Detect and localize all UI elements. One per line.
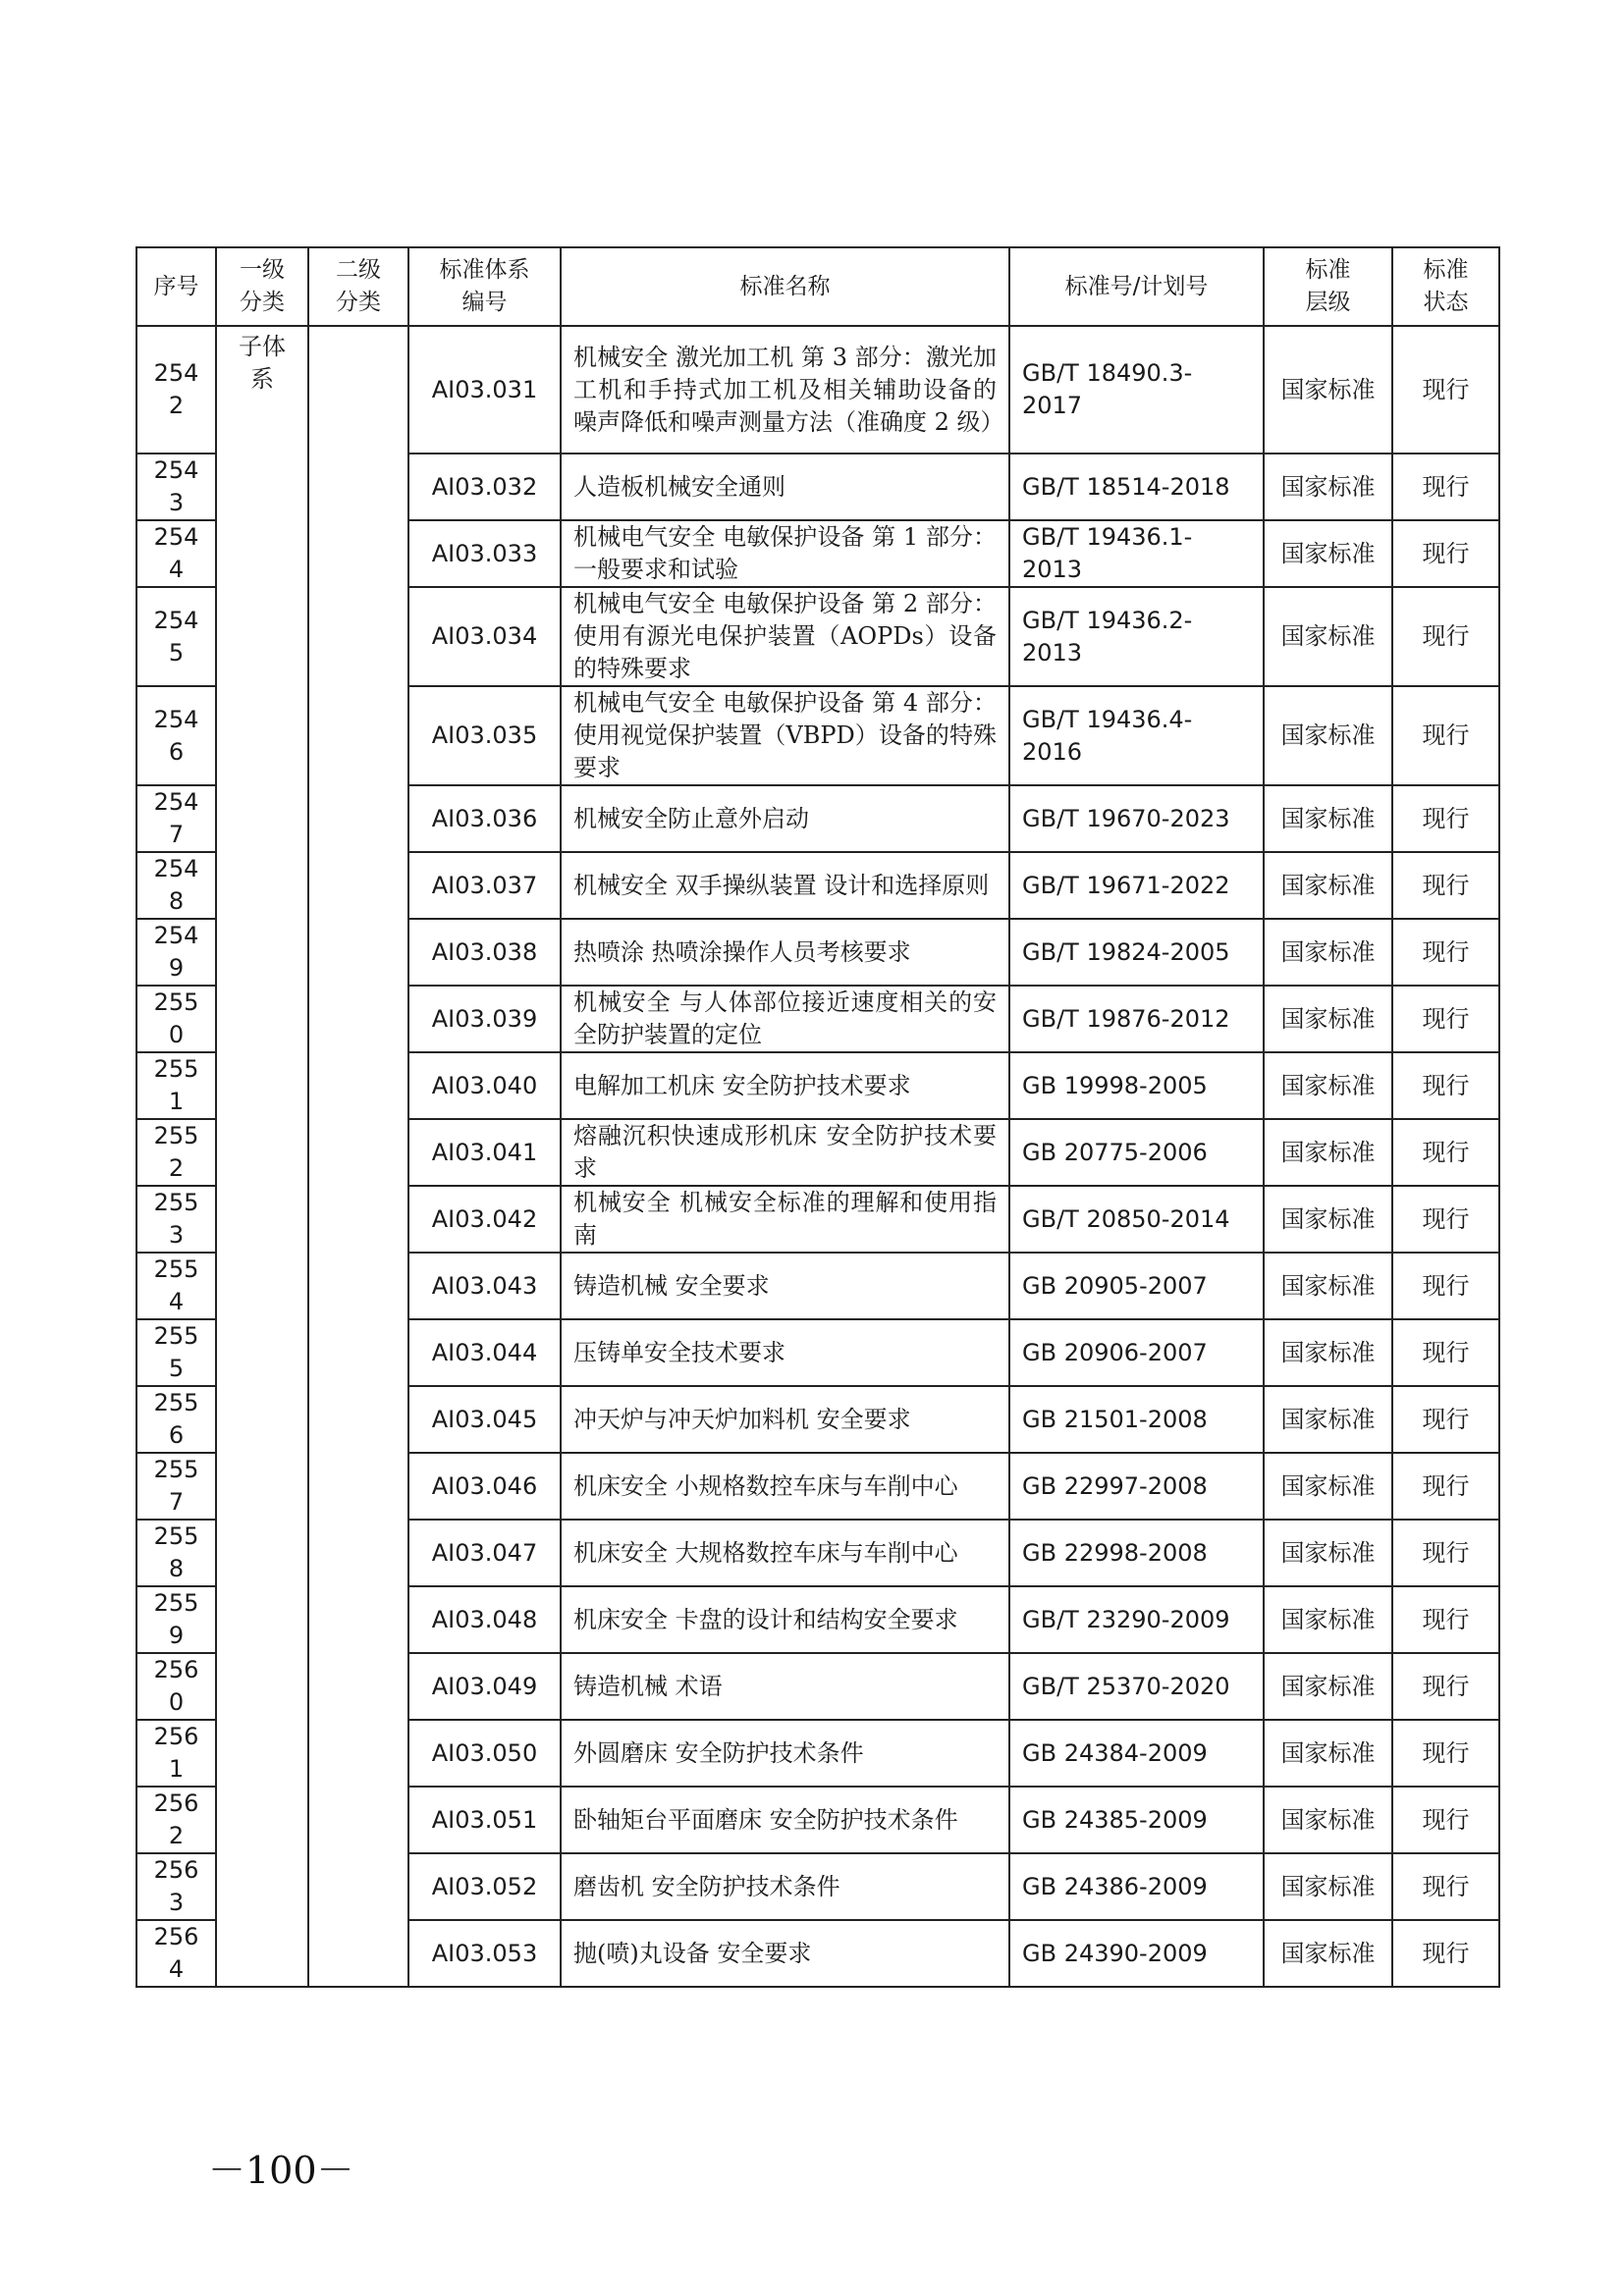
cell-code: AI03.038 [408, 919, 561, 986]
cell-code: AI03.052 [408, 1853, 561, 1920]
cell-seq: 256 0 [136, 1653, 216, 1720]
header-seq: 序号 [136, 247, 216, 326]
cell-name: 铸造机械 术语 [561, 1653, 1009, 1720]
cell-level: 国家标准 [1264, 1920, 1392, 1987]
cell-name: 冲天炉与冲天炉加料机 安全要求 [561, 1386, 1009, 1453]
cell-status: 现行 [1392, 919, 1499, 986]
cell-code: AI03.050 [408, 1720, 561, 1787]
cell-seq: 254 5 [136, 587, 216, 686]
cell-status: 现行 [1392, 326, 1499, 454]
cell-std: GB 24384-2009 [1009, 1720, 1264, 1787]
page-number: －100－ [208, 2149, 354, 2192]
cell-name: 卧轴矩台平面磨床 安全防护技术条件 [561, 1787, 1009, 1853]
cell-name: 压铸单安全技术要求 [561, 1319, 1009, 1386]
cat1-text: 系 [250, 365, 274, 393]
cell-status: 现行 [1392, 1720, 1499, 1787]
cell-std: GB/T 19876-2012 [1009, 986, 1264, 1052]
cell-std: GB 19998-2005 [1009, 1052, 1264, 1119]
cell-name: 电解加工机床 安全防护技术要求 [561, 1052, 1009, 1119]
cell-seq: 254 2 [136, 326, 216, 454]
cell-code: AI03.046 [408, 1453, 561, 1520]
cell-code: AI03.044 [408, 1319, 561, 1386]
cell-level: 国家标准 [1264, 785, 1392, 852]
cell-status: 现行 [1392, 1787, 1499, 1853]
cell-level: 国家标准 [1264, 1052, 1392, 1119]
cell-seq: 255 3 [136, 1186, 216, 1253]
cell-code: AI03.034 [408, 587, 561, 686]
cell-code: AI03.047 [408, 1520, 561, 1586]
cell-std: GB 20905-2007 [1009, 1253, 1264, 1319]
cell-std: GB/T 18490.3-2017 [1009, 326, 1264, 454]
cell-status: 现行 [1392, 1586, 1499, 1653]
cell-std: GB/T 19436.2-2013 [1009, 587, 1264, 686]
cell-status: 现行 [1392, 785, 1499, 852]
standards-table [135, 246, 1500, 1988]
cell-seq: 254 8 [136, 852, 216, 919]
cell-level: 国家标准 [1264, 1453, 1392, 1520]
standards-table-container [135, 246, 1498, 1988]
cell-status: 现行 [1392, 1186, 1499, 1253]
cell-name: 磨齿机 安全防护技术条件 [561, 1853, 1009, 1920]
cell-std: GB/T 19671-2022 [1009, 852, 1264, 919]
cell-std: GB 21501-2008 [1009, 1386, 1264, 1453]
cell-level: 国家标准 [1264, 686, 1392, 785]
cell-std: GB 22997-2008 [1009, 1453, 1264, 1520]
cell-level: 国家标准 [1264, 1520, 1392, 1586]
table-body [136, 326, 1499, 1987]
cell-seq: 255 1 [136, 1052, 216, 1119]
cell-level: 国家标准 [1264, 1853, 1392, 1920]
cell-seq: 255 5 [136, 1319, 216, 1386]
cell-std: GB/T 23290-2009 [1009, 1586, 1264, 1653]
cell-seq: 256 4 [136, 1920, 216, 1987]
cell-seq: 254 9 [136, 919, 216, 986]
header-row [136, 247, 1499, 326]
cell-std: GB/T 19824-2005 [1009, 919, 1264, 986]
cell-status: 现行 [1392, 852, 1499, 919]
cell-seq: 255 9 [136, 1586, 216, 1653]
cell-code: AI03.051 [408, 1787, 561, 1853]
header-status: 标准 状态 [1392, 247, 1499, 326]
cell-status: 现行 [1392, 587, 1499, 686]
header-level: 标准 层级 [1264, 247, 1392, 326]
cell-status: 现行 [1392, 520, 1499, 587]
cell-name: 机械安全 机械安全标准的理解和使用指南 [561, 1186, 1009, 1253]
header-code: 标准体系 编号 [408, 247, 561, 326]
cell-name: 机械安全 激光加工机 第 3 部分：激光加工机和手持式加工机及相关辅助设备的噪声降低和噪声测量方法（准确度 2 级） [561, 326, 1009, 454]
cell-seq: 256 3 [136, 1853, 216, 1920]
cell-seq: 255 0 [136, 986, 216, 1052]
cell-std: GB/T 25370-2020 [1009, 1653, 1264, 1720]
cat1-text: 子体 [239, 333, 286, 360]
cell-code: AI03.049 [408, 1653, 561, 1720]
cell-code: AI03.039 [408, 986, 561, 1052]
cell-name: 机床安全 小规格数控车床与车削中心 [561, 1453, 1009, 1520]
cell-name: 机械安全 与人体部位接近速度相关的安全防护装置的定位 [561, 986, 1009, 1052]
cell-name: 机床安全 大规格数控车床与车削中心 [561, 1520, 1009, 1586]
cell-name: 机械安全防止意外启动 [561, 785, 1009, 852]
cell-status: 现行 [1392, 1853, 1499, 1920]
cell-code: AI03.037 [408, 852, 561, 919]
header-std: 标准号/计划号 [1009, 247, 1264, 326]
cell-std: GB/T 19436.1-2013 [1009, 520, 1264, 587]
cell-seq: 255 2 [136, 1119, 216, 1186]
cell-status: 现行 [1392, 686, 1499, 785]
cell-name: 机械电气安全 电敏保护设备 第 4 部分：使用视觉保护装置（VBPD）设备的特殊要求 [561, 686, 1009, 785]
header-name: 标准名称 [561, 247, 1009, 326]
cell-level: 国家标准 [1264, 852, 1392, 919]
cell-seq: 255 7 [136, 1453, 216, 1520]
cell-std: GB 24390-2009 [1009, 1920, 1264, 1987]
cell-status: 现行 [1392, 1319, 1499, 1386]
cell-std: GB/T 18514-2018 [1009, 454, 1264, 520]
cell-code: AI03.045 [408, 1386, 561, 1453]
cell-seq: 254 6 [136, 686, 216, 785]
cell-seq: 255 4 [136, 1253, 216, 1319]
cell-level: 国家标准 [1264, 587, 1392, 686]
cell-status: 现行 [1392, 1520, 1499, 1586]
cell-level: 国家标准 [1264, 520, 1392, 587]
cell-level: 国家标准 [1264, 986, 1392, 1052]
cell-level: 国家标准 [1264, 1720, 1392, 1787]
cell-status: 现行 [1392, 454, 1499, 520]
cell-name: 机械电气安全 电敏保护设备 第 1 部分：一般要求和试验 [561, 520, 1009, 587]
cell-name: 抛(喷)丸设备 安全要求 [561, 1920, 1009, 1987]
cell-code: AI03.048 [408, 1586, 561, 1653]
cell-code: AI03.033 [408, 520, 561, 587]
cell-seq: 255 6 [136, 1386, 216, 1453]
cell-name: 机械安全 双手操纵装置 设计和选择原则 [561, 852, 1009, 919]
cell-std: GB 20906-2007 [1009, 1319, 1264, 1386]
cell-name: 人造板机械安全通则 [561, 454, 1009, 520]
cell-level: 国家标准 [1264, 326, 1392, 454]
cell-code: AI03.043 [408, 1253, 561, 1319]
cell-status: 现行 [1392, 1920, 1499, 1987]
cell-seq: 254 4 [136, 520, 216, 587]
cell-name: 热喷涂 热喷涂操作人员考核要求 [561, 919, 1009, 986]
cell-std: GB 22998-2008 [1009, 1520, 1264, 1586]
cell-status: 现行 [1392, 1453, 1499, 1520]
cell-name: 铸造机械 安全要求 [561, 1253, 1009, 1319]
cell-code: AI03.053 [408, 1920, 561, 1987]
cell-status: 现行 [1392, 1386, 1499, 1453]
cell-status: 现行 [1392, 1653, 1499, 1720]
cell-status: 现行 [1392, 986, 1499, 1052]
cell-level: 国家标准 [1264, 1253, 1392, 1319]
cell-level: 国家标准 [1264, 919, 1392, 986]
cell-std: GB/T 20850-2014 [1009, 1186, 1264, 1253]
cell-std: GB 20775-2006 [1009, 1119, 1264, 1186]
cell-level: 国家标准 [1264, 1186, 1392, 1253]
cell-status: 现行 [1392, 1119, 1499, 1186]
header-cat2: 二级 分类 [308, 247, 408, 326]
cell-status: 现行 [1392, 1052, 1499, 1119]
cell-std: GB 24386-2009 [1009, 1853, 1264, 1920]
header-cat1: 一级 分类 [216, 247, 308, 326]
cell-code: AI03.032 [408, 454, 561, 520]
cell-level: 国家标准 [1264, 1653, 1392, 1720]
cell-name: 机床安全 卡盘的设计和结构安全要求 [561, 1586, 1009, 1653]
cell-level: 国家标准 [1264, 1787, 1392, 1853]
cell-name: 熔融沉积快速成形机床 安全防护技术要求 [561, 1119, 1009, 1186]
cell-code: AI03.031 [408, 326, 561, 454]
cell-status: 现行 [1392, 1253, 1499, 1319]
cell-code: AI03.042 [408, 1186, 561, 1253]
cell-code: AI03.035 [408, 686, 561, 785]
cell-cat1 [216, 326, 308, 1987]
cell-level: 国家标准 [1264, 1586, 1392, 1653]
cell-code: AI03.036 [408, 785, 561, 852]
cell-seq: 255 8 [136, 1520, 216, 1586]
cell-std: GB/T 19436.4-2016 [1009, 686, 1264, 785]
cell-seq: 256 1 [136, 1720, 216, 1787]
cell-level: 国家标准 [1264, 1119, 1392, 1186]
cell-std: GB 24385-2009 [1009, 1787, 1264, 1853]
cell-name: 机械电气安全 电敏保护设备 第 2 部分：使用有源光电保护装置（AOPDs）设备的特殊要求 [561, 587, 1009, 686]
cell-code: AI03.041 [408, 1119, 561, 1186]
cell-level: 国家标准 [1264, 1319, 1392, 1386]
cell-level: 国家标准 [1264, 1386, 1392, 1453]
cell-seq: 254 3 [136, 454, 216, 520]
cell-level: 国家标准 [1264, 454, 1392, 520]
table-row [136, 326, 1499, 454]
cell-cat2 [308, 326, 408, 1987]
cell-name: 外圆磨床 安全防护技术条件 [561, 1720, 1009, 1787]
cell-code: AI03.040 [408, 1052, 561, 1119]
cell-seq: 254 7 [136, 785, 216, 852]
cell-seq: 256 2 [136, 1787, 216, 1853]
cell-std: GB/T 19670-2023 [1009, 785, 1264, 852]
